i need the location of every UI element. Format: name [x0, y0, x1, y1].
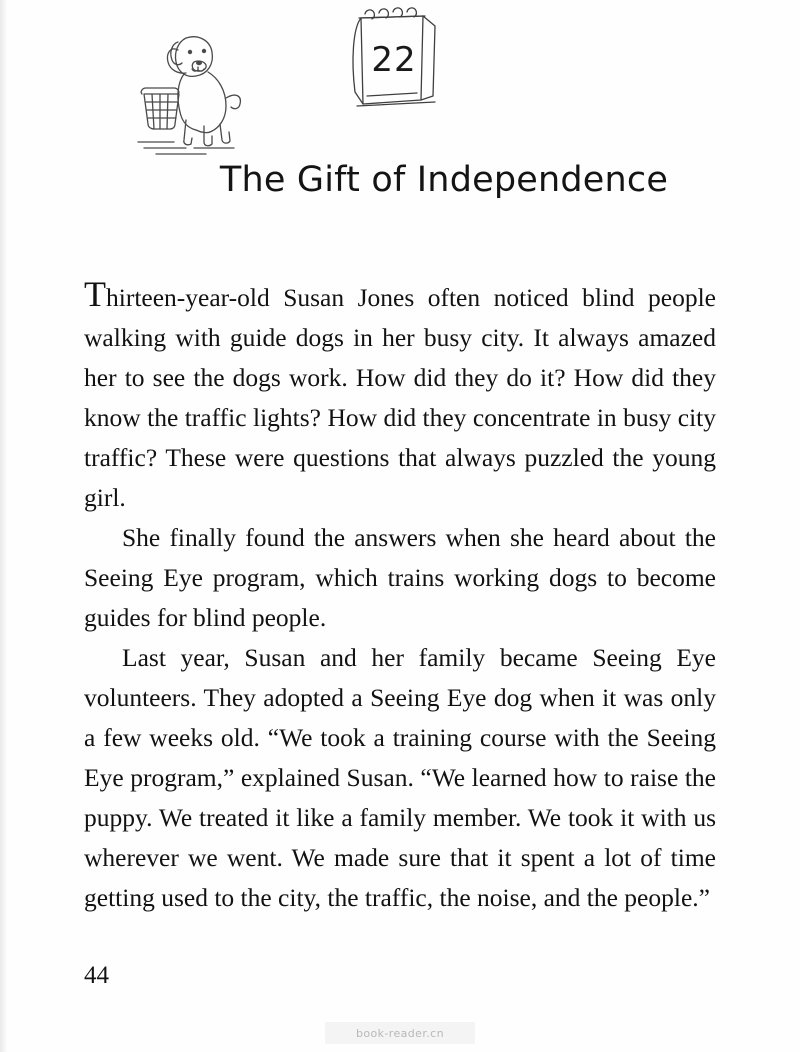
puppy-with-basket-illustration: [134, 20, 264, 160]
page-edge-shadow: [0, 0, 8, 1052]
chapter-title: The Gift of Independence: [219, 160, 669, 200]
paragraph-3: Last year, Susan and her family became Seeing Eye volunteers. They adopted a Seeing Eye dog when it was only a few weeks old. “We took a training course with the Seeing Eye program,” explained Susan. “We learned how to raise the puppy. We treated it like a family member. We took it with us wherever we went. We made sure that it spent a lot of time getting used to the city, the traffic, the noise, and the people.”: [84, 643, 716, 912]
chapter-number: 22: [371, 40, 417, 80]
paragraph-1: [84, 276, 716, 518]
page-number: 44: [84, 962, 109, 989]
paragraph-2: She finally found the answers when she heard about the Seeing Eye program, which trains working dogs to become guides for blind people.: [84, 523, 716, 632]
chapter-header: [84, 0, 716, 260]
dropcap-letter: T: [84, 274, 106, 314]
chapter-body: [84, 276, 716, 918]
paragraph-text: hirteen-year-old Susan Jones often noticed blind people walking with guide dogs in her busy city. It always amazed her to see the dogs work. How did they do it? How did they know the traffic lights? How did they concentrate in busy city traffic? These were questions that always puzzled the young girl.: [84, 283, 716, 512]
watermark-text: book-reader.cn: [356, 1027, 444, 1040]
